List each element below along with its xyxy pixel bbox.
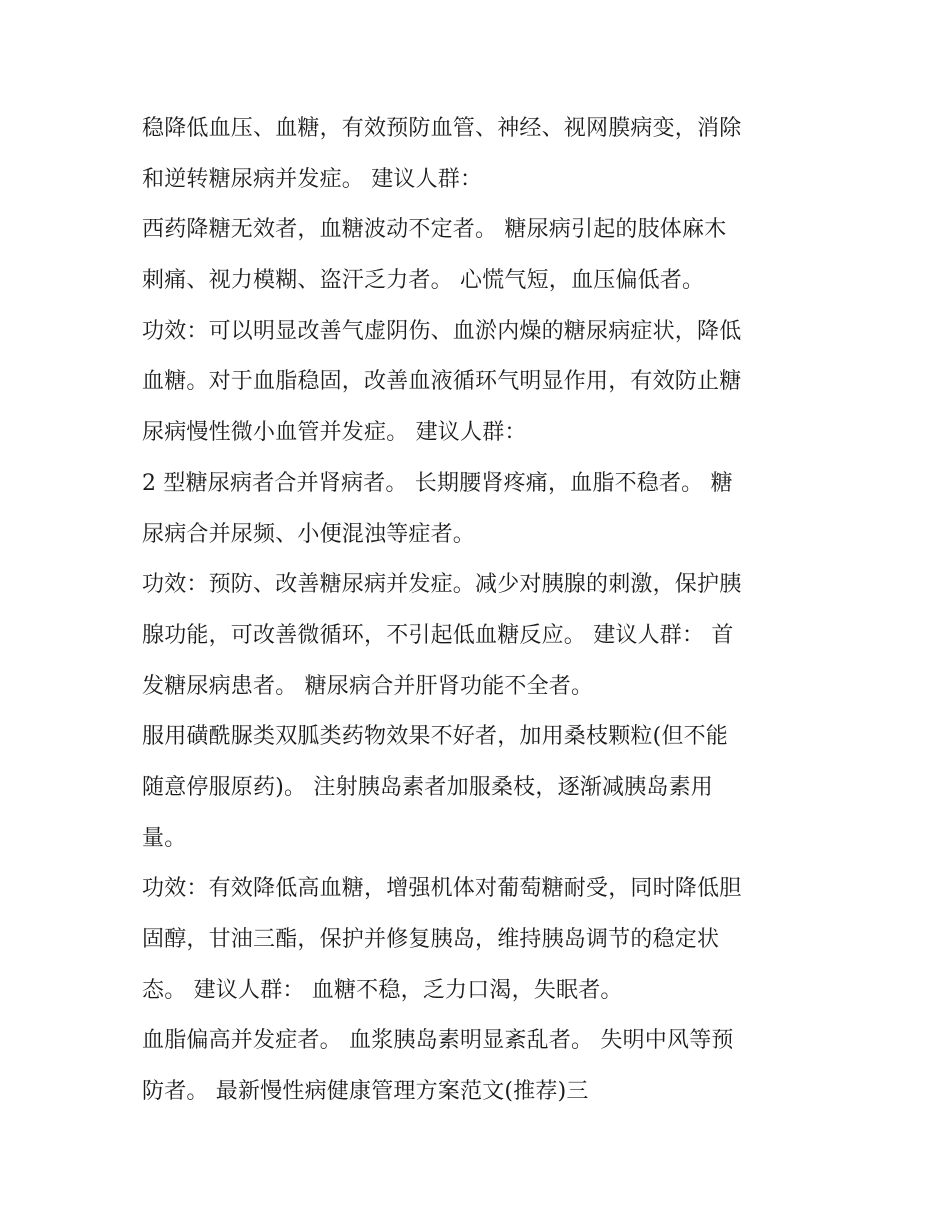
text-line: 功效：预防、改善糖尿病并发症。减少对胰腺的刺激，保护胰 xyxy=(142,572,742,598)
text-line: 血糖。对于血脂稳固，改善血液循环气明显作用，有效防止糖 xyxy=(142,369,742,395)
text-line: 刺痛、视力模糊、盗汗乏力者。 心慌气短，血压偏低者。 xyxy=(142,268,705,294)
text-line: 态。 建议人群： 血糖不稳，乏力口渴，失眠者。 xyxy=(142,977,623,1003)
text-line: 固醇，甘油三酯，保护并修复胰岛，维持胰岛调节的稳定状 xyxy=(142,927,720,952)
text-line: 服用磺酰脲类双胍类药物效果不好者，加用桑枝颗粒(但不能 xyxy=(142,724,728,750)
text-line: 防者。 最新慢性病健康管理方案范文(推荐)三 xyxy=(142,1079,589,1105)
text-line: 随意停服原药)。 注射胰岛素者加服桑枝，逐渐减胰岛素用 xyxy=(142,774,713,800)
text-line: 尿病合并尿频、小便混浊等症者。 xyxy=(142,521,476,547)
text-line: 功效：有效降低高血糖，增强机体对葡萄糖耐受，同时降低胆 xyxy=(142,876,742,902)
text-line: 西药降糖无效者，血糖波动不定者。 糖尿病引起的肢体麻木 xyxy=(142,217,727,243)
text-line: 2 型糖尿病者合并肾病者。 长期腰肾疼痛，血脂不稳者。 糖 xyxy=(142,470,733,496)
text-line: 血脂偏高并发症者。 血浆胰岛素明显紊乱者。 失明中风等预 xyxy=(142,1028,734,1054)
text-line: 腺功能，可改善微循环，不引起低血糖反应。 建议人群： 首 xyxy=(142,622,734,648)
text-line: 和逆转糖尿病并发症。 建议人群： xyxy=(142,166,483,192)
body-text xyxy=(142,104,832,1118)
text-line: 发糖尿病患者。 糖尿病合并肝肾功能不全者。 xyxy=(142,673,594,699)
text-line: 尿病慢性微小血管并发症。 建议人群： xyxy=(142,420,527,446)
text-line: 量。 xyxy=(142,825,187,851)
text-line: 功效：可以明显改善气虚阴伤、血淤内燥的糖尿病症状，降低 xyxy=(142,318,742,344)
text-line: 稳降低血压、血糖，有效预防血管、神经、视网膜病变，消除 xyxy=(142,116,742,141)
